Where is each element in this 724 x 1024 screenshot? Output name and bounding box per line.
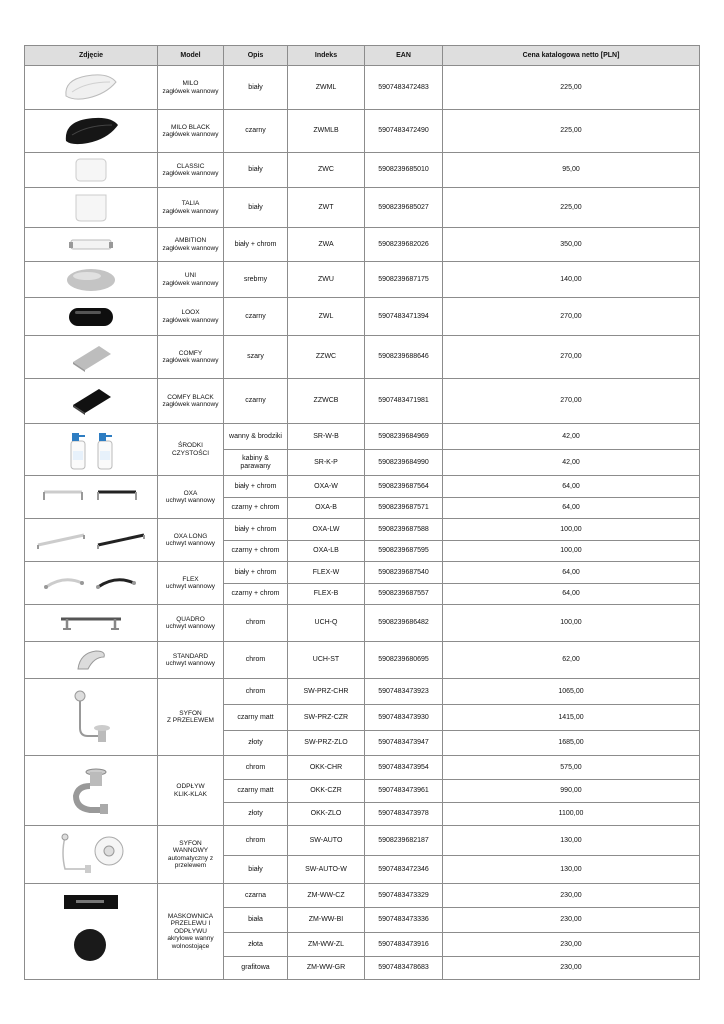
product-photo bbox=[25, 562, 158, 605]
price-cell: 1065,00 bbox=[443, 679, 700, 705]
index-cell: UCH-ST bbox=[288, 642, 365, 679]
price-cell: 100,00 bbox=[443, 541, 700, 562]
headrest-uni-icon bbox=[25, 265, 157, 295]
model-cell bbox=[158, 110, 224, 153]
model-subtitle: uchwyt wannowy bbox=[165, 583, 216, 590]
ean-cell: 5907483473978 bbox=[365, 803, 443, 826]
description-cell: czarny bbox=[224, 298, 288, 336]
price-cell: 62,00 bbox=[443, 642, 700, 679]
table-row bbox=[25, 153, 700, 188]
handle-standard-icon bbox=[25, 645, 157, 675]
description-cell: srebrny bbox=[224, 262, 288, 298]
pillow-black-icon bbox=[25, 111, 157, 151]
index-cell: ZZWCB bbox=[288, 379, 365, 424]
price-cell: 990,00 bbox=[443, 780, 700, 803]
product-photo bbox=[25, 262, 158, 298]
model-subtitle: zagłówek wannowy bbox=[162, 131, 219, 138]
header-price: Cena katalogowa netto [PLN] bbox=[443, 46, 700, 66]
ean-cell: 5908239680695 bbox=[365, 642, 443, 679]
model-subtitle-2: automatyczny z przelewem bbox=[167, 854, 214, 869]
model-name: STANDARD bbox=[172, 652, 209, 660]
model-subtitle: zagłówek wannowy bbox=[162, 87, 219, 95]
table-row bbox=[25, 188, 700, 228]
price-cell: 130,00 bbox=[443, 826, 700, 856]
table-row bbox=[25, 262, 700, 298]
model-subtitle: PRZELEWU I ODPŁYWU bbox=[170, 920, 211, 935]
description-cell: biały bbox=[224, 856, 288, 884]
description-cell: chrom bbox=[224, 756, 288, 780]
price-cell: 230,00 bbox=[443, 884, 700, 908]
model-cell bbox=[158, 379, 224, 424]
description-cell: czarny + chrom bbox=[224, 498, 288, 519]
description-cell: czarny + chrom bbox=[224, 541, 288, 562]
price-cell: 270,00 bbox=[443, 379, 700, 424]
ean-cell: 5907483473916 bbox=[365, 933, 443, 957]
ean-cell: 5907483473923 bbox=[365, 679, 443, 705]
handle-oxa-icon bbox=[25, 486, 157, 508]
model-subtitle: uchwyt wannowy bbox=[165, 623, 216, 630]
header-ean: EAN bbox=[365, 46, 443, 66]
model-cell bbox=[158, 424, 224, 476]
siphon-overflow-icon bbox=[25, 684, 157, 750]
price-cell: 230,00 bbox=[443, 933, 700, 957]
index-cell: SR-W-B bbox=[288, 424, 365, 450]
ean-cell: 5907483473930 bbox=[365, 705, 443, 731]
index-cell: ZZWC bbox=[288, 336, 365, 379]
overflow-cover-icon bbox=[25, 887, 157, 977]
model-name: SYFON bbox=[179, 839, 202, 847]
description-cell: złoty bbox=[224, 803, 288, 826]
index-cell: FLEX-B bbox=[288, 584, 365, 605]
ean-cell: 5908239687588 bbox=[365, 519, 443, 541]
table-row bbox=[25, 110, 700, 153]
model-subtitle: zagłówek wannowy bbox=[162, 279, 219, 287]
description-cell: chrom bbox=[224, 642, 288, 679]
header-photo: Zdjęcie bbox=[25, 46, 158, 66]
model-name: OXA bbox=[183, 489, 198, 497]
model-name: ŚRODKI bbox=[178, 442, 203, 449]
price-cell: 270,00 bbox=[443, 336, 700, 379]
description-cell: biały + chrom bbox=[224, 228, 288, 262]
price-cell: 230,00 bbox=[443, 908, 700, 933]
headrest-loox-icon bbox=[25, 302, 157, 332]
model-name: LOOX bbox=[181, 309, 200, 316]
ean-cell: 5907483473336 bbox=[365, 908, 443, 933]
model-cell bbox=[158, 298, 224, 336]
index-cell: OXA-W bbox=[288, 476, 365, 498]
ean-cell: 5908239687175 bbox=[365, 262, 443, 298]
model-name: COMFY bbox=[178, 349, 203, 357]
product-photo bbox=[25, 379, 158, 424]
price-cell: 1100,00 bbox=[443, 803, 700, 826]
index-cell: ZWMLB bbox=[288, 110, 365, 153]
table-row bbox=[25, 424, 700, 450]
description-cell: biały bbox=[224, 66, 288, 110]
headrest-ambition-icon bbox=[25, 233, 157, 257]
model-cell bbox=[158, 519, 224, 562]
index-cell: SW-PRZ-CHR bbox=[288, 679, 365, 705]
description-cell: czarny matt bbox=[224, 780, 288, 803]
index-cell: OKK-CHR bbox=[288, 756, 365, 780]
table-row bbox=[25, 476, 700, 498]
headrest-comfy-icon bbox=[25, 340, 157, 374]
table-row bbox=[25, 756, 700, 780]
description-cell: czarny matt bbox=[224, 705, 288, 731]
description-cell: chrom bbox=[224, 605, 288, 642]
model-cell bbox=[158, 562, 224, 605]
index-cell: ZWA bbox=[288, 228, 365, 262]
ean-cell: 5907483472483 bbox=[365, 66, 443, 110]
table-row bbox=[25, 298, 700, 336]
handle-quadro-icon bbox=[25, 609, 157, 637]
table-row bbox=[25, 884, 700, 908]
index-cell: SW-AUTO-W bbox=[288, 856, 365, 884]
model-subtitle: zagłówek wannowy bbox=[162, 170, 219, 177]
model-subtitle: zagłówek wannowy bbox=[162, 401, 219, 408]
description-cell: chrom bbox=[224, 679, 288, 705]
price-cell: 100,00 bbox=[443, 519, 700, 541]
price-cell: 225,00 bbox=[443, 188, 700, 228]
price-cell: 64,00 bbox=[443, 562, 700, 584]
price-cell: 64,00 bbox=[443, 584, 700, 605]
model-cell bbox=[158, 642, 224, 679]
model-cell bbox=[158, 605, 224, 642]
model-cell bbox=[158, 679, 224, 756]
model-subtitle: zagłówek wannowy bbox=[162, 316, 219, 324]
index-cell: ZWML bbox=[288, 66, 365, 110]
description-cell: szary bbox=[224, 336, 288, 379]
model-cell bbox=[158, 66, 224, 110]
index-cell: FLEX-W bbox=[288, 562, 365, 584]
ean-cell: 5907483473329 bbox=[365, 884, 443, 908]
ean-cell: 5907483473954 bbox=[365, 756, 443, 780]
description-cell: czarny bbox=[224, 379, 288, 424]
model-subtitle: CZYSTOŚCI bbox=[171, 449, 210, 457]
index-cell: ZM-WW-BI bbox=[288, 908, 365, 933]
product-photo bbox=[25, 66, 158, 110]
headrest-classic-icon bbox=[25, 155, 157, 185]
index-cell: OKK-ZLO bbox=[288, 803, 365, 826]
product-photo bbox=[25, 476, 158, 519]
table-row bbox=[25, 228, 700, 262]
index-cell: ZM-WW-GR bbox=[288, 957, 365, 980]
product-photo bbox=[25, 110, 158, 153]
model-subtitle: uchwyt wannowy bbox=[165, 497, 216, 504]
ean-cell: 5908239682187 bbox=[365, 826, 443, 856]
price-cell: 1685,00 bbox=[443, 731, 700, 756]
ean-cell: 5908239685027 bbox=[365, 188, 443, 228]
model-name: OXA LONG bbox=[173, 532, 208, 540]
siphon-auto-icon bbox=[25, 829, 157, 881]
pillow-white-icon bbox=[25, 68, 157, 108]
price-cell: 225,00 bbox=[443, 110, 700, 153]
model-subtitle-2: akrylowe wanny wolnostojące bbox=[167, 935, 214, 950]
description-cell: biały bbox=[224, 153, 288, 188]
product-photo bbox=[25, 519, 158, 562]
model-cell bbox=[158, 262, 224, 298]
price-cell: 95,00 bbox=[443, 153, 700, 188]
model-cell bbox=[158, 153, 224, 188]
price-cell: 270,00 bbox=[443, 298, 700, 336]
model-subtitle: WANNOWY bbox=[172, 847, 209, 854]
model-name: UNI bbox=[184, 272, 197, 279]
index-cell: ZWT bbox=[288, 188, 365, 228]
model-name: FLEX bbox=[182, 575, 199, 583]
model-name: ODPŁYW bbox=[176, 783, 205, 790]
model-name: COMFY BLACK bbox=[167, 393, 214, 401]
price-cell: 64,00 bbox=[443, 498, 700, 519]
description-cell: kabiny & parawany bbox=[224, 450, 288, 476]
model-subtitle: zagłówek wannowy bbox=[162, 357, 219, 364]
index-cell: ZM-WW-CZ bbox=[288, 884, 365, 908]
table-row bbox=[25, 379, 700, 424]
product-photo bbox=[25, 756, 158, 826]
model-name: MILO bbox=[182, 80, 199, 87]
index-cell: SW-PRZ-ZLO bbox=[288, 731, 365, 756]
model-subtitle: uchwyt wannowy bbox=[165, 540, 216, 547]
model-name: MILO BLACK bbox=[170, 123, 210, 131]
model-cell bbox=[158, 826, 224, 884]
index-cell: OKK-CZR bbox=[288, 780, 365, 803]
product-photo bbox=[25, 884, 158, 980]
description-cell: biały + chrom bbox=[224, 519, 288, 541]
model-cell bbox=[158, 336, 224, 379]
description-cell: czarny bbox=[224, 110, 288, 153]
product-photo bbox=[25, 679, 158, 756]
headrest-comfy-black-icon bbox=[25, 383, 157, 419]
description-cell: czarny + chrom bbox=[224, 584, 288, 605]
drain-click-clack-icon bbox=[25, 764, 157, 818]
index-cell: ZWC bbox=[288, 153, 365, 188]
product-photo bbox=[25, 298, 158, 336]
description-cell: chrom bbox=[224, 826, 288, 856]
model-name: TALIA bbox=[181, 200, 200, 207]
model-name: SYFON bbox=[179, 709, 202, 717]
index-cell: SW-AUTO bbox=[288, 826, 365, 856]
model-subtitle: zagłówek wannowy bbox=[162, 207, 219, 215]
ean-cell: 5908239687571 bbox=[365, 498, 443, 519]
price-cell: 140,00 bbox=[443, 262, 700, 298]
model-cell bbox=[158, 884, 224, 980]
table-row bbox=[25, 66, 700, 110]
header-model: Model bbox=[158, 46, 224, 66]
table-row bbox=[25, 605, 700, 642]
ean-cell: 5907483473947 bbox=[365, 731, 443, 756]
price-cell: 42,00 bbox=[443, 424, 700, 450]
table-row bbox=[25, 562, 700, 584]
model-subtitle: KLIK-KLAK bbox=[174, 790, 207, 798]
description-cell: biały + chrom bbox=[224, 562, 288, 584]
header-description: Opis bbox=[224, 46, 288, 66]
header-index: Indeks bbox=[288, 46, 365, 66]
index-cell: ZM-WW-ZL bbox=[288, 933, 365, 957]
model-subtitle: zagłówek wannowy bbox=[162, 244, 219, 252]
table-row bbox=[25, 679, 700, 705]
table-row bbox=[25, 826, 700, 856]
ean-cell: 5907483471394 bbox=[365, 298, 443, 336]
description-cell: wanny & brodziki bbox=[224, 424, 288, 450]
handle-oxa-long-icon bbox=[25, 529, 157, 551]
price-cell: 230,00 bbox=[443, 957, 700, 980]
model-name: CLASSIC bbox=[176, 162, 205, 170]
product-photo bbox=[25, 826, 158, 884]
product-photo bbox=[25, 605, 158, 642]
model-name: QUADRO bbox=[176, 615, 205, 623]
model-cell bbox=[158, 188, 224, 228]
index-cell: SR-K-P bbox=[288, 450, 365, 476]
index-cell: OXA-LB bbox=[288, 541, 365, 562]
price-cell: 575,00 bbox=[443, 756, 700, 780]
description-cell: biała bbox=[224, 908, 288, 933]
ean-cell: 5908239687595 bbox=[365, 541, 443, 562]
price-list-table bbox=[24, 45, 700, 980]
model-name: MASKOWNICA bbox=[167, 912, 214, 920]
table-row bbox=[25, 336, 700, 379]
ean-cell: 5908239688646 bbox=[365, 336, 443, 379]
price-cell: 100,00 bbox=[443, 605, 700, 642]
price-cell: 42,00 bbox=[443, 450, 700, 476]
cleaner-bottles-icon bbox=[25, 427, 157, 473]
index-cell: ZWL bbox=[288, 298, 365, 336]
model-subtitle: uchwyt wannowy bbox=[165, 660, 216, 667]
table-row bbox=[25, 642, 700, 679]
description-cell: grafitowa bbox=[224, 957, 288, 980]
handle-flex-icon bbox=[25, 571, 157, 595]
ean-cell: 5907483473961 bbox=[365, 780, 443, 803]
ean-cell: 5908239687564 bbox=[365, 476, 443, 498]
description-cell: złoty bbox=[224, 731, 288, 756]
description-cell: złota bbox=[224, 933, 288, 957]
ean-cell: 5907483472490 bbox=[365, 110, 443, 153]
index-cell: ZWU bbox=[288, 262, 365, 298]
description-cell: biały + chrom bbox=[224, 476, 288, 498]
product-photo bbox=[25, 153, 158, 188]
ean-cell: 5908239682026 bbox=[365, 228, 443, 262]
index-cell: UCH-Q bbox=[288, 605, 365, 642]
model-cell bbox=[158, 476, 224, 519]
ean-cell: 5908239684969 bbox=[365, 424, 443, 450]
product-photo bbox=[25, 424, 158, 476]
table-row bbox=[25, 519, 700, 541]
header-row bbox=[25, 46, 700, 66]
index-cell: OXA-LW bbox=[288, 519, 365, 541]
ean-cell: 5908239686482 bbox=[365, 605, 443, 642]
ean-cell: 5907483471981 bbox=[365, 379, 443, 424]
ean-cell: 5907483472346 bbox=[365, 856, 443, 884]
product-photo bbox=[25, 228, 158, 262]
price-cell: 64,00 bbox=[443, 476, 700, 498]
ean-cell: 5907483478683 bbox=[365, 957, 443, 980]
ean-cell: 5908239687557 bbox=[365, 584, 443, 605]
model-cell bbox=[158, 756, 224, 826]
product-photo bbox=[25, 336, 158, 379]
price-cell: 1415,00 bbox=[443, 705, 700, 731]
description-cell: czarna bbox=[224, 884, 288, 908]
ean-cell: 5908239684990 bbox=[365, 450, 443, 476]
model-cell bbox=[158, 228, 224, 262]
headrest-talia-icon bbox=[25, 191, 157, 225]
model-subtitle: Z PRZELEWEM bbox=[167, 717, 214, 724]
product-photo bbox=[25, 188, 158, 228]
description-cell: biały bbox=[224, 188, 288, 228]
index-cell: SW-PRZ-CZR bbox=[288, 705, 365, 731]
price-cell: 130,00 bbox=[443, 856, 700, 884]
ean-cell: 5908239687540 bbox=[365, 562, 443, 584]
ean-cell: 5908239685010 bbox=[365, 153, 443, 188]
product-photo bbox=[25, 642, 158, 679]
model-name: AMBITION bbox=[174, 237, 207, 244]
price-cell: 350,00 bbox=[443, 228, 700, 262]
index-cell: OXA-B bbox=[288, 498, 365, 519]
price-cell: 225,00 bbox=[443, 66, 700, 110]
